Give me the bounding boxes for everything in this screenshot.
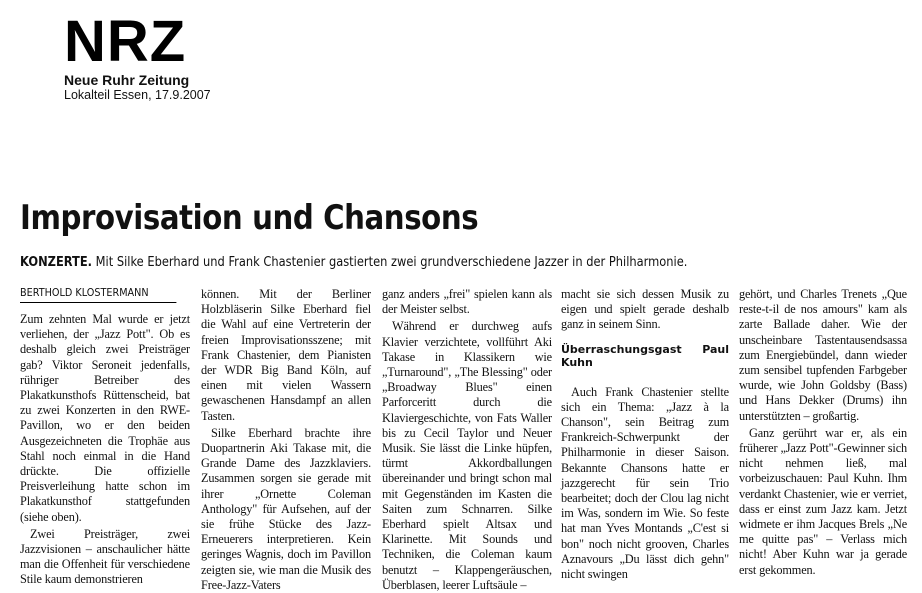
paragraph: können. Mit der Berliner Holzbläserin Silke Eberhard fiel die Wahl auf eine Vertreterin der freien Improvisationsszene; mit Frank Chastenier, dem Pianisten der WDR Big Band Köln, auf einen mit vielen Wassern gewaschenen Hansdampf an allen Tasten. <box>201 287 371 423</box>
edition-date: Lokalteil Essen, 17.9.2007 <box>64 88 211 102</box>
article-headline: Improvisation und Chansons <box>20 198 479 238</box>
paragraph: Ganz gerührt war er, als ein früherer „Jazz Pott"-Gewinner sich nicht nehmen ließ, mal vorbeizuschauen: Paul Kuhn. Ihm verdankt Chastenier, wie er verriet, dass er einst zum Jazz kam. Jetzt widmete er ihm Jacques Brels „Ne me quitte pas" – Verlass mich nicht! Aber Kuhn war ja gerade erst gekommen. <box>739 425 907 577</box>
paragraph: ganz anders „frei" spielen kann als der Meister selbst. <box>382 287 552 317</box>
paragraph: macht sie sich dessen Musik zu eigen und spielt gerade deshalb ganz in seinem Sinn. <box>561 287 729 332</box>
column-1 <box>20 287 190 588</box>
column-2 <box>201 287 371 593</box>
column-4 <box>561 287 729 582</box>
paragraph: Zum zehnten Mal wurde er jetzt verliehen, der „Jazz Pott". Ob es deshalb gleich zwei Preisträger gab? Viktor Seroneit jedenfalls, rühriger Betreiber des Plakatkunsthofs Rüttenscheid, bat zu zwei Konzerten in den RWE-Pavillon, wo er den beiden Ausgezeichneten die Trophäe aus Stahl noch einmal in die Hand drückte. Die offizielle Preisverleihung hatte schon im Plakatkunsthof stattgefunden (siehe oben). <box>20 312 190 524</box>
section-subtitle: Überraschungsgast Paul Kuhn <box>561 342 729 369</box>
newspaper-name: Neue Ruhr Zeitung <box>64 72 190 88</box>
paragraph: Silke Eberhard brachte ihre Duopartnerin Aki Takase mit, die Grande Dame des Jazzklaviers. Zusammen sorgen sie gerade mit ihrer „Ornette Coleman Anthology" für Aufsehen, auf der sie frühe Stücke des Jazz-Erneuerers interpretieren. Kein geringes Wagnis, doch im Pavillon zeigten sie, wie man die Musik des Free-Jazz-Vaters <box>201 425 371 592</box>
paragraph: gehört, und Charles Trenets „Que reste-t-il de nos amours" kam als zarte Ballade daher. Wie der unscheinbare Tastentausendsassa zum Energiebündel, dann wieder zum sensibel tupfenden Farbgeber wurde, wie John Goldsby (Bass) und Hans Dekker (Drums) ihn unterstützten – großartig. <box>739 287 907 423</box>
subhead-text: Mit Silke Eberhard und Frank Chastenier gastierten zwei grundverschiedene Jazzer in der Philharmonie. <box>95 255 688 270</box>
newspaper-logo: NRZ <box>64 9 187 74</box>
column-5 <box>739 287 907 578</box>
subhead-kicker: KONZERTE. <box>20 255 93 270</box>
byline: BERTHOLD KLOSTERMANN <box>20 287 176 303</box>
paragraph: Zwei Preisträger, zwei Jazzvisionen – anschaulicher hätte man die Offenheit für verschiedene Stile kaum demonstrieren <box>20 526 190 587</box>
paragraph: Während er durchweg aufs Klavier verzichtete, vollführt Aki Takase in Klassikern wie „Turnaround", „The Blessing" oder „Broadway Blues" einen Parforceritt durch die Klaviergeschichte, von Fats Waller bis zu Cecil Taylor und Neuer Musik. Sie lässt die Linke hüpfen, türmt Akkordballungen übereinander und bringt schon mal mit Gegenständen im Kasten die Saiten zum Schnarren. Silke Eberhard spielt Altsax und Klarinette. Mit Sounds und Techniken, die Coleman kaum benutzt – Klappengeräuschen, Überblasen, leerer Luftsäule – <box>382 319 552 592</box>
column-3 <box>382 287 552 593</box>
paragraph: Auch Frank Chastenier stellte sich ein Thema: „Jazz à la Chanson", sein Beitrag zum Frankreich-Schwerpunkt der Philharmonie in dieser Saison. Bekannte Chansons hatte er jazzgerecht für sein Trio bearbeitet; doch der Clou lag nicht im Was, sondern im Wie. So feste hat man Yves Montands „C'est si bon" noch nicht grooven, Charles Aznavours „Du lässt dich gehn" nicht swingen <box>561 384 729 582</box>
article-subhead <box>20 255 687 271</box>
masthead <box>64 9 211 103</box>
